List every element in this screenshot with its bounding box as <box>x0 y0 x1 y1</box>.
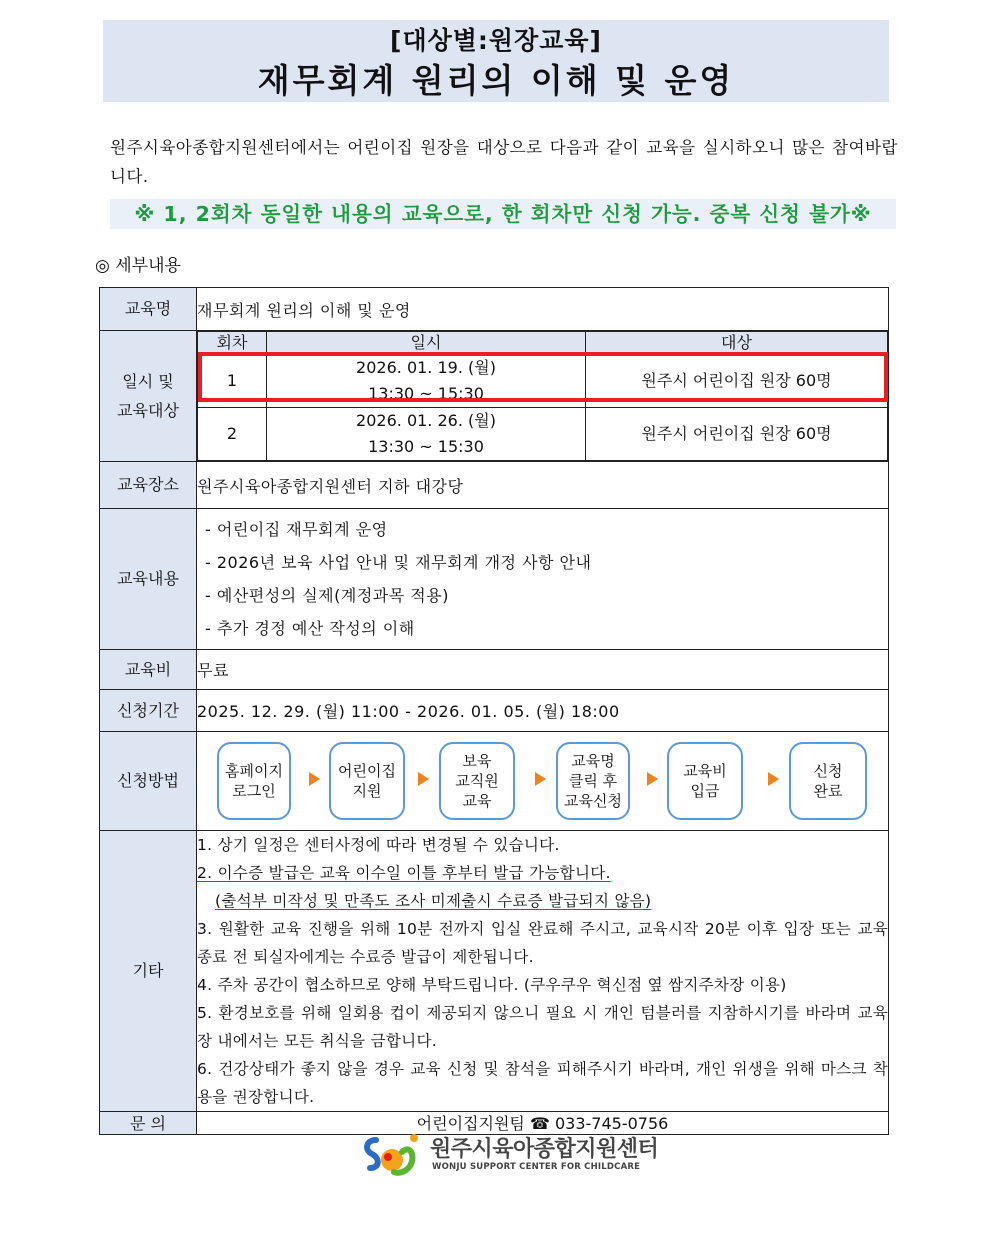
intro-text: 원주시육아종합지원센터에서는 어린이집 원장을 대상으로 다음과 같이 교육을 실시하오니 많은 참여바랍니다. <box>110 138 898 186</box>
arrow-right-icon <box>768 772 779 786</box>
contact-value: 어린이집지원팀 ☎ 033-745-0756 <box>197 1112 889 1135</box>
schedule-round: 2 <box>198 408 267 461</box>
etc-label: 기타 <box>100 831 197 1112</box>
schedule-date: 2026. 01. 19. (월) <box>356 358 496 377</box>
etc-list <box>197 831 889 1112</box>
arrow-right-icon <box>418 772 429 786</box>
flow-step-apply: 교육명 클릭 후 교육신청 <box>556 742 630 820</box>
contact-label: 문 의 <box>100 1112 197 1135</box>
etc-item-certificate: 2. 이수증 발급은 교육 이수일 이틀 후부터 발급 가능합니다. <box>197 864 611 882</box>
etc-item: 3. 원활한 교육 진행을 위해 10분 전까지 입실 완료해 주시고, 교육시작 20분 이후 입장 또는 교육 종료 전 퇴실자에게는 수료증 발급이 제한됩니다. <box>197 920 888 966</box>
method-label: 신청방법 <box>100 732 197 831</box>
arrow-right-icon <box>309 772 320 786</box>
schedule-time: 13:30 ~ 15:30 <box>368 437 484 456</box>
arrow-right-icon <box>535 772 546 786</box>
detail-table <box>99 287 889 1135</box>
method-flow-cell <box>197 732 889 831</box>
etc-item: 6. 건강상태가 좋지 않을 경우 교육 신청 및 참석을 피해주시기 바라며, 개인 위생을 위해 마스크 착용을 권장합니다. <box>197 1060 888 1106</box>
etc-item-certificate-note: (출석부 미작성 및 만족도 조사 미제출시 수료증 발급되지 않음) <box>215 892 652 910</box>
flow-step-login: 홈페이지 로그인 <box>217 742 291 820</box>
center-name: 원주시육아종합지원센터 <box>430 1137 659 1162</box>
schedule-target: 원주시 어린이집 원장 60명 <box>586 408 888 461</box>
schedule-round: 1 <box>198 355 267 408</box>
section-title: ◎ 세부내용 <box>95 256 181 276</box>
schedule-target: 원주시 어린이집 원장 60명 <box>586 355 888 408</box>
content-item: - 추가 경정 예산 작성의 이해 <box>205 619 415 638</box>
content-item: - 2026년 보육 사업 안내 및 재무회계 개정 사항 안내 <box>205 553 592 572</box>
arrow-right-icon <box>647 772 658 786</box>
schedule-header-round: 회차 <box>198 332 267 355</box>
schedule-header-date: 일시 <box>267 332 586 355</box>
etc-item: 1. 상기 일정은 센터사정에 따라 변경될 수 있습니다. <box>197 836 560 854</box>
fee-value: 무료 <box>197 650 889 690</box>
content-item: - 어린이집 재무회계 운영 <box>205 520 388 539</box>
schedule-time: 13:30 ~ 15:30 <box>368 384 484 403</box>
place-label: 교육장소 <box>100 462 197 509</box>
flow-step-staff-education: 보육 교직원 교육 <box>439 742 515 820</box>
duplicate-notice: ※ 1, 2회차 동일한 내용의 교육으로, 한 회차만 신청 가능. 중복 신청 불가※ <box>110 199 896 229</box>
flow-step-payment: 교육비 입금 <box>667 742 743 820</box>
etc-item: 4. 주차 공간이 협소하므로 양해 부탁드립니다. (쿠우쿠우 혁신점 옆 쌈지주차장 이용) <box>197 976 787 994</box>
footer-logo <box>362 1130 662 1178</box>
etc-item: 5. 환경보호를 위해 일회용 컵이 제공되지 않으니 필요 시 개인 텀블러를 지참하시기를 바라며 교육장 내에서는 모든 취식을 금합니다. <box>197 1004 888 1050</box>
schedule-label <box>100 331 197 462</box>
application-flow <box>197 732 888 830</box>
period-value: 2025. 12. 29. (월) 11:00 - 2026. 01. 05. (월) 18:00 <box>197 690 889 732</box>
category-subtitle: [대상별:원장교육] <box>390 26 602 55</box>
content-item: - 예산편성의 실제(계정과목 적용) <box>205 586 449 605</box>
period-label: 신청기간 <box>100 690 197 732</box>
flow-step-daycare-support: 어린이집 지원 <box>329 742 405 820</box>
flow-step-complete: 신청 완료 <box>789 742 867 820</box>
schedule-label-text: 일시 및 교육대상 <box>117 372 179 420</box>
course-name-label: 교육명 <box>100 288 197 331</box>
center-logo-icon <box>362 1130 424 1178</box>
place-value: 원주시육아종합지원센터 지하 대강당 <box>197 462 889 509</box>
schedule-date: 2026. 01. 26. (월) <box>356 411 496 430</box>
highlight-box <box>198 352 888 402</box>
schedule-row <box>198 408 888 461</box>
title-banner <box>103 20 889 102</box>
content-list <box>197 509 889 650</box>
center-name-en: WONJU SUPPORT CENTER FOR CHILDCARE <box>432 1162 641 1172</box>
page-title: 재무회계 원리의 이해 및 운영 <box>257 61 735 100</box>
fee-label: 교육비 <box>100 650 197 690</box>
schedule-header-target: 대상 <box>586 332 888 355</box>
course-name-value: 재무회계 원리의 이해 및 운영 <box>197 288 889 331</box>
schedule-datetime <box>267 408 586 461</box>
content-label: 교육내용 <box>100 509 197 650</box>
